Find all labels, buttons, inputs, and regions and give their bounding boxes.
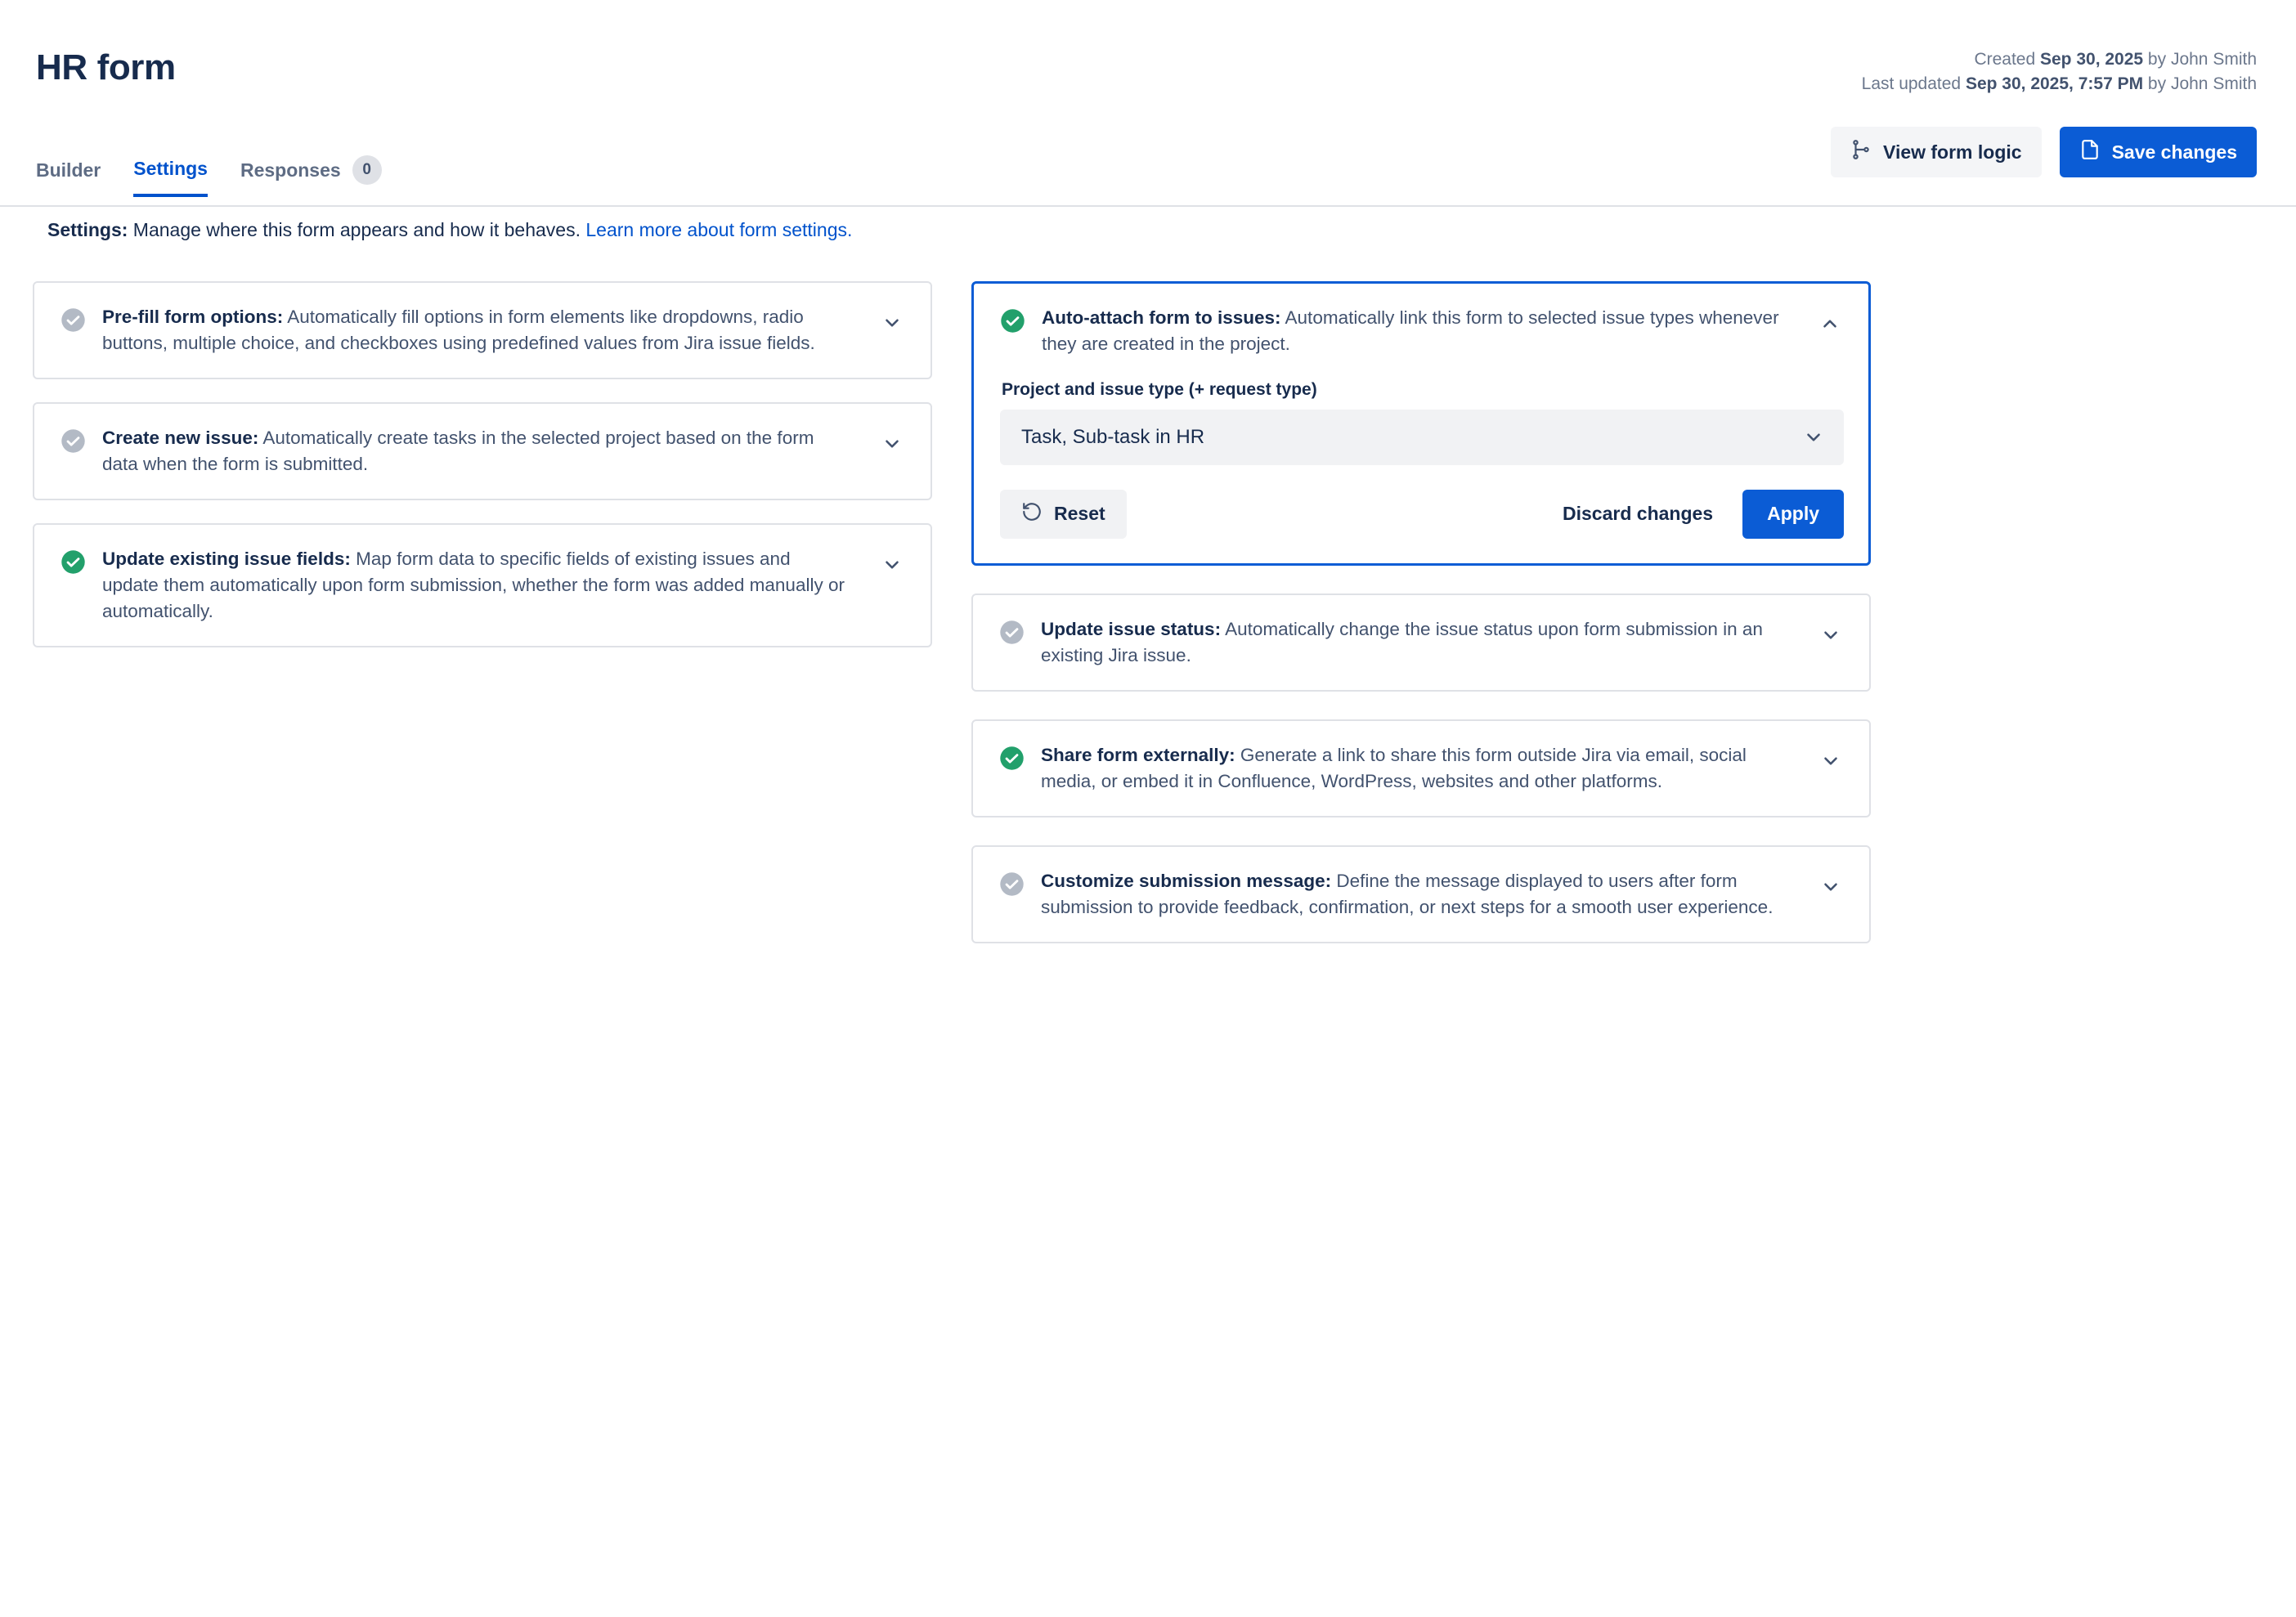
status-enabled-icon — [1000, 308, 1025, 334]
settings-description-label: Settings: — [47, 219, 128, 240]
setting-card-update-existing-issue-fields[interactable] — [33, 523, 932, 647]
card-header — [61, 546, 906, 625]
card-text — [1041, 742, 1800, 795]
tab-builder[interactable] — [36, 159, 101, 195]
apply-button[interactable]: Apply — [1742, 490, 1844, 539]
project-issue-type-select[interactable] — [1000, 410, 1844, 465]
page-title: HR form — [36, 47, 176, 87]
card-text — [102, 546, 862, 625]
card-text — [1041, 868, 1800, 920]
card-title: Auto-attach form to issues: — [1042, 307, 1281, 328]
save-icon — [2079, 139, 2101, 165]
status-disabled-icon — [61, 428, 86, 454]
card-header — [999, 742, 1845, 795]
status-disabled-icon — [61, 307, 86, 333]
setting-card-prefill-form-options[interactable] — [33, 281, 932, 379]
card-title: Update existing issue fields: — [102, 548, 351, 569]
reset-icon — [1021, 501, 1043, 527]
project-issue-type-label: Project and issue type (+ request type) — [1002, 379, 1317, 399]
tab-settings[interactable] — [133, 158, 208, 197]
card-title: Customize submission message: — [1041, 870, 1332, 891]
card-title: Pre-fill form options: — [102, 307, 284, 327]
chevron-down-icon[interactable] — [878, 430, 906, 458]
tab-responses-label: Responses — [240, 159, 341, 181]
card-description: Automatically link this form to selected issue types whenever they are created in the project. — [1042, 307, 1779, 354]
updated-label: Last updated — [1861, 74, 1966, 94]
settings-description — [47, 219, 852, 241]
card-title: Create new issue: — [102, 427, 259, 448]
card-action-bar — [1000, 490, 1844, 539]
updated-meta — [1862, 72, 2257, 96]
chevron-down-icon — [1803, 427, 1824, 448]
status-enabled-icon — [61, 549, 86, 575]
page-header — [0, 0, 2296, 207]
status-enabled-icon — [999, 746, 1025, 771]
card-title: Update issue status: — [1041, 618, 1222, 639]
view-form-logic-label: View form logic — [1883, 141, 2022, 163]
project-issue-type-value: Task, Sub-task in HR — [1021, 425, 1205, 448]
card-description: Automatically fill options in form elements like dropdowns, radio buttons, multiple choice, and checkboxes using predefined values from Jira issue fields. — [102, 307, 815, 353]
card-description: Map form data to specific fields of existing issues and update them automatically upon form submission, whether the form was added manually or automatically. — [102, 548, 845, 621]
chevron-down-icon[interactable] — [1817, 747, 1845, 775]
card-description: Automatically create tasks in the selected project based on the form data when the form is submitted. — [102, 427, 814, 474]
card-text — [102, 304, 862, 356]
card-header — [999, 616, 1845, 669]
discard-changes-button[interactable]: Discard changes — [1545, 490, 1731, 539]
status-disabled-icon — [999, 620, 1025, 645]
tab-bar — [36, 155, 382, 199]
settings-description-text: Manage where this form appears and how it behaves. — [128, 219, 586, 240]
card-header — [61, 425, 906, 477]
settings-column-right — [971, 281, 1871, 966]
tab-settings-label: Settings — [133, 157, 208, 179]
created-date: Sep 30, 2025 — [2040, 50, 2144, 69]
updated-date: Sep 30, 2025, 7:57 PM — [1965, 74, 2144, 94]
card-text — [1041, 616, 1800, 669]
card-text — [1042, 305, 1800, 357]
responses-count-badge: 0 — [352, 155, 382, 185]
chevron-down-icon[interactable] — [878, 309, 906, 337]
confirm-actions — [1545, 490, 1844, 539]
setting-card-update-issue-status[interactable] — [971, 593, 1871, 692]
chevron-down-icon[interactable] — [878, 551, 906, 579]
card-header — [61, 304, 906, 356]
form-metadata — [1862, 47, 2257, 97]
card-header — [999, 868, 1845, 920]
card-description: Generate a link to share this form outside Jira via email, social media, or embed it in Confluence, WordPress, websites and other platforms. — [1041, 744, 1747, 791]
chevron-down-icon[interactable] — [1817, 621, 1845, 649]
card-description: Define the message displayed to users after form submission to provide feedback, confirmation, or next steps for a smooth user experience. — [1041, 870, 1774, 917]
form-logic-icon — [1850, 139, 1872, 165]
learn-more-link[interactable]: Learn more about form settings. — [585, 219, 853, 240]
created-label: Created — [1974, 50, 2040, 69]
setting-card-auto-attach-form-to-issues[interactable] — [971, 281, 1871, 566]
status-disabled-icon — [999, 871, 1025, 897]
header-actions — [1831, 127, 2257, 177]
tab-responses[interactable] — [240, 155, 382, 199]
setting-card-customize-submission-message[interactable] — [971, 845, 1871, 943]
created-meta — [1862, 47, 2257, 72]
save-changes-label: Save changes — [2111, 141, 2237, 163]
setting-card-create-new-issue[interactable] — [33, 402, 932, 500]
card-header — [1000, 305, 1844, 357]
reset-button[interactable] — [1000, 490, 1127, 539]
setting-card-share-form-externally[interactable] — [971, 719, 1871, 817]
updated-author: by John Smith — [2143, 74, 2257, 94]
tab-builder-label: Builder — [36, 159, 101, 181]
card-title: Share form externally: — [1041, 744, 1235, 765]
view-form-logic-button[interactable] — [1831, 127, 2042, 177]
chevron-up-icon[interactable] — [1816, 310, 1844, 338]
reset-label: Reset — [1054, 503, 1105, 525]
card-description: Automatically change the issue status upon form submission in an existing Jira issue. — [1041, 618, 1763, 665]
created-author: by John Smith — [2143, 50, 2257, 69]
card-text — [102, 425, 862, 477]
save-changes-button[interactable] — [2060, 127, 2257, 177]
settings-column-left — [33, 281, 932, 670]
chevron-down-icon[interactable] — [1817, 873, 1845, 901]
